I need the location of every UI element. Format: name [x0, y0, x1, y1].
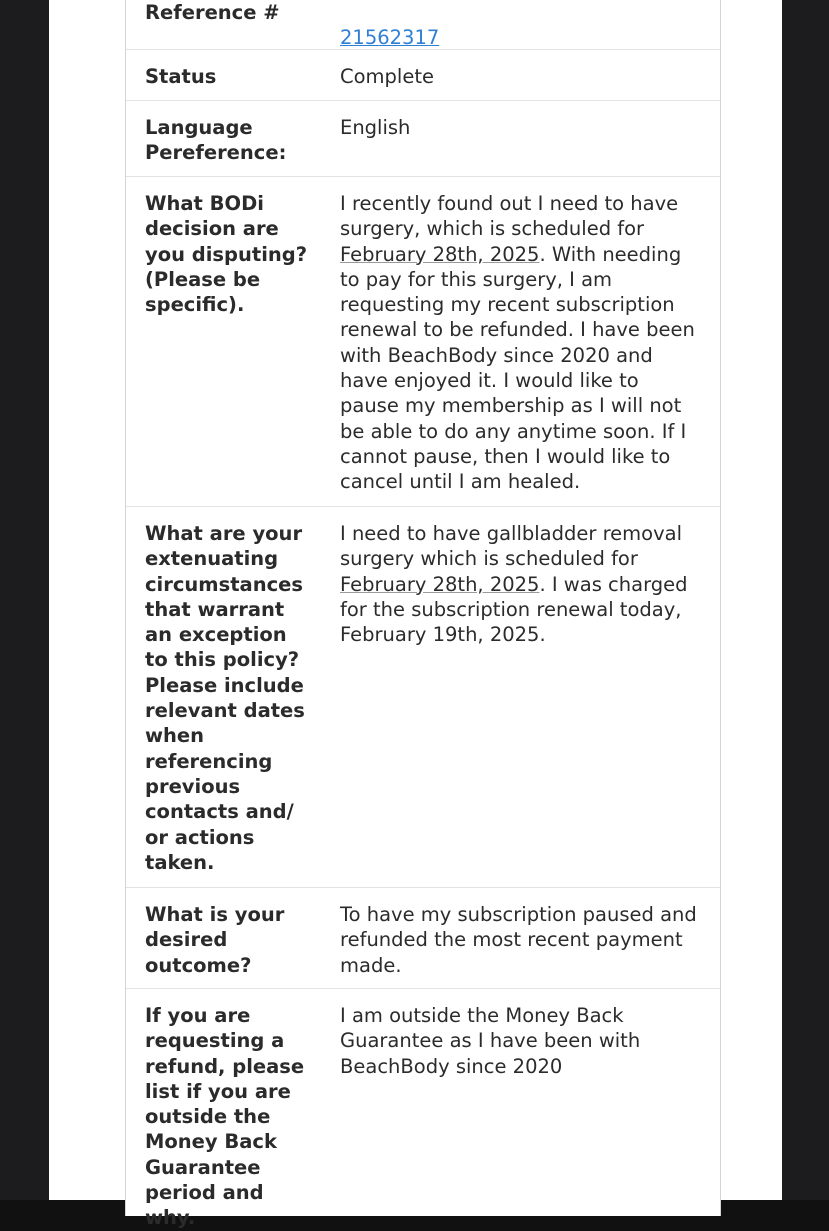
- row-value-status: Complete: [340, 65, 434, 88]
- surgery-date: February 28th, 2025: [340, 242, 540, 266]
- row-value-language: English: [340, 116, 411, 139]
- row-value-decision-disputed: [321, 177, 720, 506]
- table-row: [126, 50, 720, 101]
- row-label-decision-disputed: What BODi decision are you disputing? (Please be specific).: [145, 192, 308, 317]
- row-label-status: Status: [145, 65, 217, 88]
- case-details-table: [125, 0, 721, 1230]
- row-label-reference: Reference #: [145, 1, 280, 24]
- row-value-extenuating-circumstances: [321, 507, 720, 887]
- decision-text-part-1: I recently found out I need to have surgery, which is scheduled for: [340, 192, 679, 241]
- table-row: [126, 888, 720, 989]
- circumstances-text-part-2: . I was charged for the subscription renewal today, February 19th, 2025.: [340, 572, 688, 647]
- right-bezel: [782, 0, 829, 1200]
- row-value-refund-request: I am outside the Money Back Guarantee as I have been with BeachBody since 2020: [340, 1004, 641, 1078]
- row-label-extenuating-circumstances: What are your extenuating circumstances that warrant an exception to this policy? Please include relevant dates when referencing previous contacts and/ or actions taken.: [145, 522, 305, 874]
- table-row: [126, 989, 720, 1229]
- row-label-language: Language Pereference:: [145, 116, 287, 165]
- table-row: [126, 101, 720, 177]
- row-value-reference: [321, 0, 720, 49]
- table-row: [126, 507, 720, 888]
- table-row: [126, 0, 720, 50]
- decision-text-part-2: . With needing to pay for this surgery, I am requesting my recent subscription renewal to be refunded. I have been with BeachBody since 2020 and have enjoyed it. I would like to pause my membership as I will not be able to do any anytime soon. If I cannot pause, then I would like to cancel until I am healed.: [340, 242, 695, 494]
- table-row: [126, 177, 720, 507]
- row-label-refund-request: If you are requesting a refund, please list if you are outside the Money Back Guarantee period and why.: [145, 1004, 305, 1230]
- circumstances-text-part-1: I need to have gallbladder removal surgery which is scheduled for: [340, 522, 682, 571]
- surgery-date: February 28th, 2025: [340, 572, 540, 596]
- row-value-desired-outcome: To have my subscription paused and refunded the most recent payment made.: [340, 903, 697, 977]
- reference-number-link[interactable]: 21562317: [340, 26, 440, 50]
- row-label-desired-outcome: What is your desired outcome?: [145, 903, 285, 977]
- left-bezel: [0, 0, 49, 1200]
